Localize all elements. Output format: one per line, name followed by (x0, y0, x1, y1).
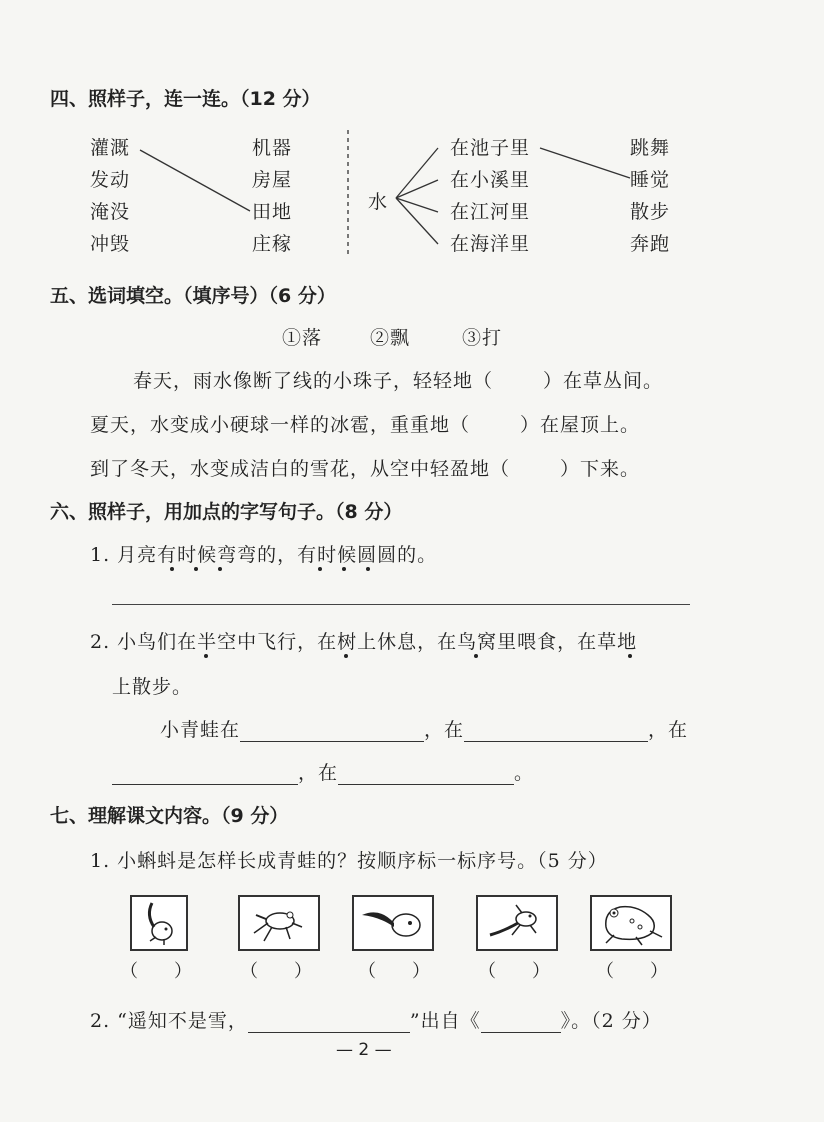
q7-title: 七、理解课文内容。（9 分） (50, 805, 289, 827)
q6-title: 六、照样子，用加点的字写句子。（8 分） (50, 501, 403, 523)
emphasis-dot (318, 567, 322, 571)
fill-sentence (133, 366, 663, 393)
item2-text: 2. “遥知不是雪， (90, 1010, 248, 1032)
option: ③打 (462, 327, 503, 349)
word: 奔跑 (630, 233, 671, 255)
emphasis-dot (204, 654, 208, 658)
emphasis-dot (366, 567, 370, 571)
answer-blank[interactable] (240, 719, 424, 742)
q6-fill-line2 (112, 758, 534, 785)
fill-text: ，在 (424, 719, 465, 741)
tadpole-image (352, 895, 434, 951)
word: 在江河里 (450, 201, 531, 223)
q6-fill-line1 (160, 715, 688, 742)
item2-text: 》。（2 分） (560, 1010, 662, 1032)
q6-item2: 2. 小鸟们在半空中飞行，在树上休息，在鸟窝里喂食，在草地 (90, 631, 638, 653)
q4-title: 四、照样子，连一连。（12 分） (50, 88, 321, 110)
page-number: — 2 — (336, 1040, 392, 1060)
sentence-part: 春天，雨水像断了线的小珠子，轻轻地（ (133, 370, 494, 392)
word: 跳舞 (630, 137, 671, 159)
sentence-part: ）在草丛间。 (543, 370, 664, 392)
sentence-part: 到了冬天，水变成洁白的雪花，从空中轻盈地（ (90, 458, 511, 480)
emphasis-dot (474, 654, 478, 658)
word: 睡觉 (630, 169, 671, 191)
fill-text: 小青蛙在 (160, 719, 241, 741)
fill-sentence (90, 454, 640, 481)
sentence-part: 夏天，水变成小硬球一样的冰雹，重重地（ (90, 414, 471, 436)
order-blank[interactable]: （ ） (240, 961, 312, 982)
fill-text: ，在 (648, 719, 689, 741)
word: 灌溉 (90, 137, 131, 159)
emphasis-dot (628, 654, 632, 658)
word: 机器 (252, 137, 293, 159)
example-line-left (140, 150, 250, 211)
word: 散步 (630, 201, 671, 223)
item2-text: ”出自《 (409, 1010, 481, 1032)
q6-item1: 1. 月亮有时候弯弯的，有时候圆圆的。 (90, 544, 438, 566)
answer-line[interactable] (112, 604, 690, 605)
fill-text: 。 (514, 762, 535, 784)
order-blank[interactable]: （ ） (478, 961, 550, 982)
fill-text: ，在 (298, 762, 339, 784)
answer-blank[interactable] (338, 762, 514, 785)
word: 在海洋里 (450, 233, 531, 255)
froglet-image (238, 895, 320, 951)
frog-image (590, 895, 672, 951)
word: 冲毁 (90, 233, 131, 255)
option: ①落 (282, 327, 323, 349)
answer-blank[interactable] (464, 719, 648, 742)
tadpole-four-legs-image (476, 895, 558, 951)
emphasis-dot (194, 567, 198, 571)
fill-sentence (90, 410, 640, 437)
order-blank[interactable]: （ ） (596, 961, 668, 982)
emphasis-dot (342, 567, 346, 571)
answer-blank[interactable] (112, 762, 298, 785)
emphasis-dot (170, 567, 174, 571)
q7-item1: 1. 小蝌蚪是怎样长成青蛙的？按顺序标一标序号。（5 分） (90, 850, 608, 872)
option: ②飘 (370, 327, 411, 349)
q6-item2-cont: 上散步。 (112, 676, 193, 698)
tadpole-legs-image (130, 895, 188, 951)
order-blank[interactable]: （ ） (120, 961, 192, 982)
q5-title: 五、选词填空。（填序号）（6 分） (50, 285, 336, 307)
center-word: 水 (368, 191, 389, 213)
sentence-part: ）下来。 (560, 458, 641, 480)
emphasis-dot (218, 567, 222, 571)
order-blank[interactable]: （ ） (358, 961, 430, 982)
q7-item2 (90, 1006, 662, 1033)
word: 淹没 (90, 201, 131, 223)
fan-line (396, 148, 438, 198)
answer-blank[interactable] (481, 1010, 561, 1033)
fan-line (396, 180, 438, 198)
word: 房屋 (252, 169, 293, 191)
word: 在池子里 (450, 137, 531, 159)
word: 发动 (90, 169, 131, 191)
sentence-part: ）在屋顶上。 (520, 414, 641, 436)
answer-blank[interactable] (248, 1010, 410, 1033)
word: 田地 (252, 201, 293, 223)
word: 庄稼 (252, 233, 293, 255)
example-line-right (540, 148, 630, 178)
emphasis-dot (344, 654, 348, 658)
word: 在小溪里 (450, 169, 531, 191)
